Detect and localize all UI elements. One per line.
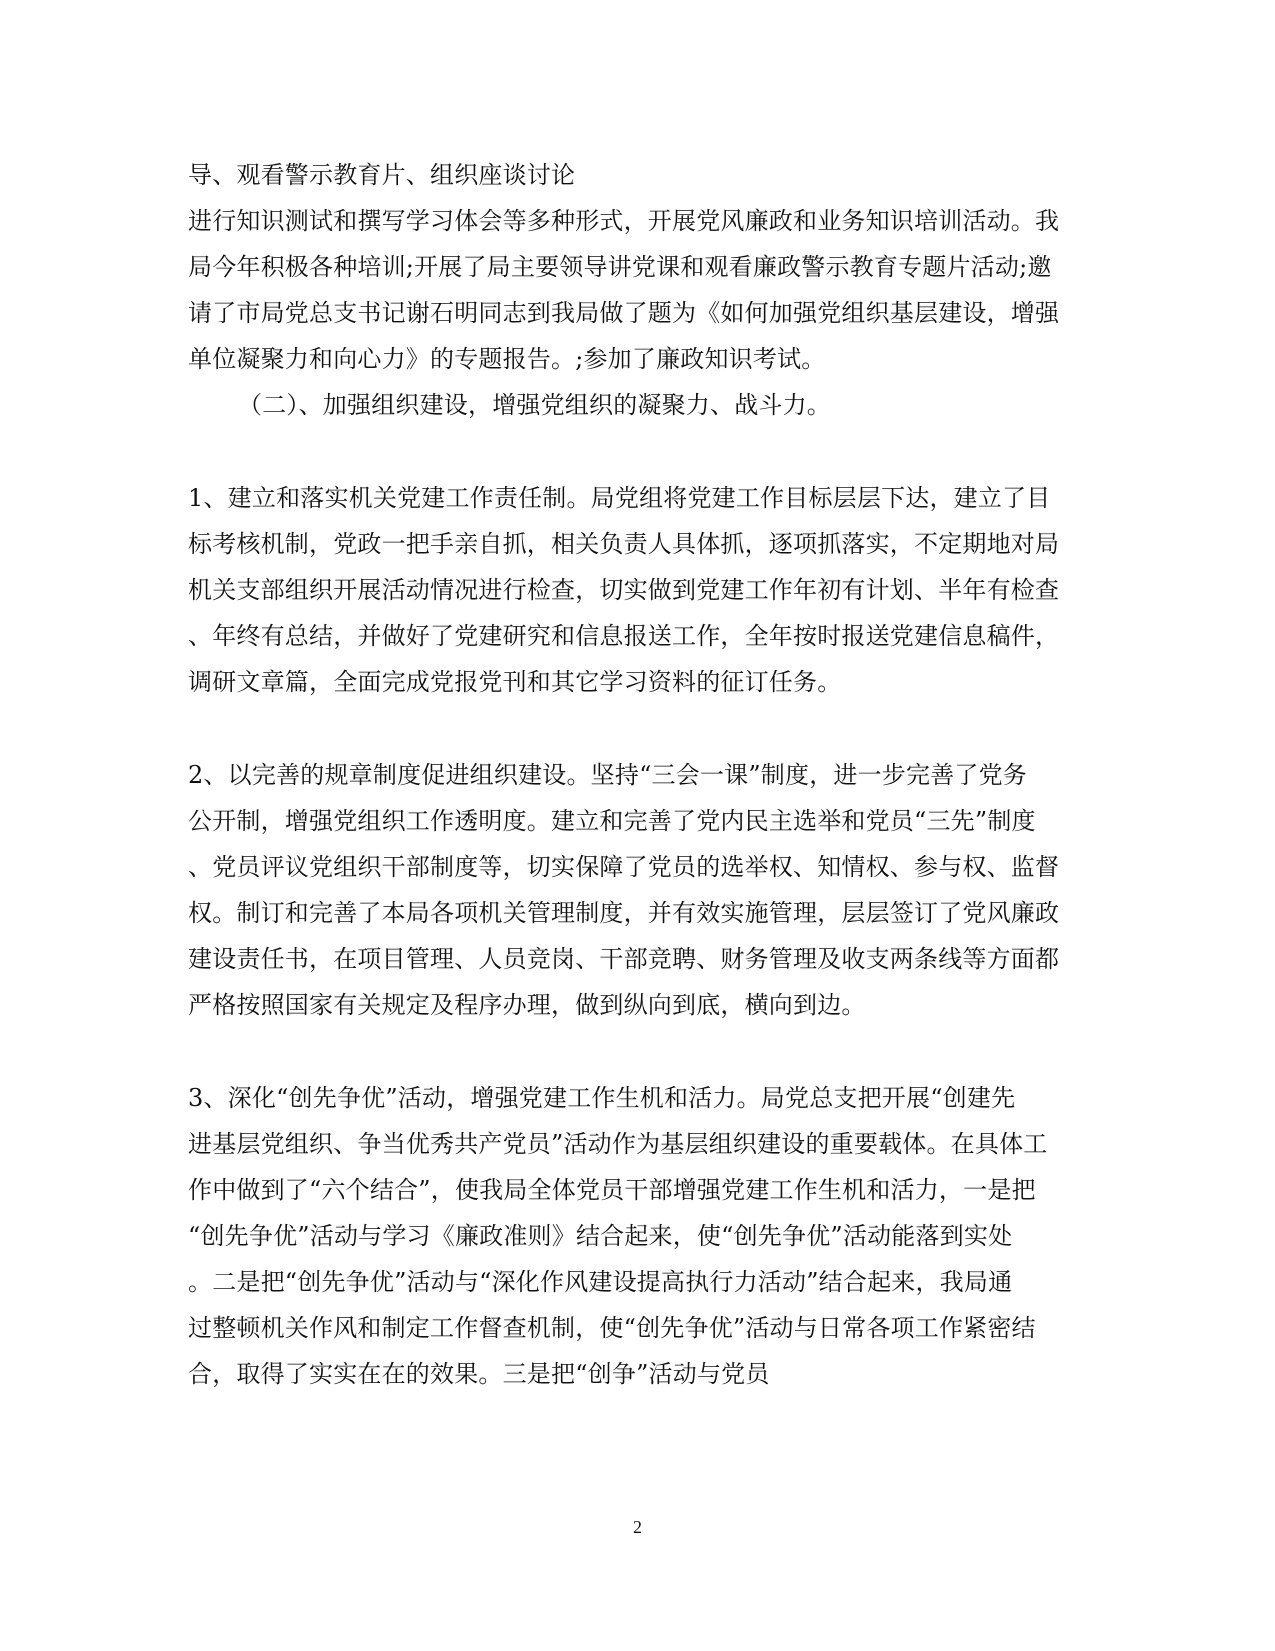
text-line: 机关支部组织开展活动情况进行检查，切实做到党建工作年初有计划、半年有检查 [188,576,1060,604]
text-line: 、党员评议党组织干部制度等，切实保障了党员的选举权、知情权、参与权、监督 [188,853,1060,881]
text-line: 1、建立和落实机关党建工作责任制。局党组将党建工作目标层层下达，建立了目 [188,484,1051,512]
text-line: 建设责任书，在项目管理、人员竞岗、干部竞聘、财务管理及收支两条线等方面都 [188,945,1060,973]
text-line: 。二是把“创先争优”活动与“深化作风建设提高执行力活动”结合起来，我局通 [188,1268,1013,1296]
text-line: 过整顿机关作风和制定工作督查机制，使“创先争优”活动与日常各项工作紧密结 [188,1314,1036,1342]
text-line: 、年终有总结，并做好了党建研究和信息报送工作，全年按时报送党建信息稿件， [188,622,1060,650]
page-number: 2 [633,1517,642,1537]
text-line: 进行知识测试和撰写学习体会等多种形式，开展党风廉政和业务知识培训活动。我 [188,207,1060,235]
text-line: 3、深化“创先争优”活动，增强党建工作生机和活力。局党总支把开展“创建先 [188,1084,1016,1112]
text-line: 权。制订和完善了本局各项机关管理制度，并有效实施管理，层层签订了党风廉政 [188,899,1060,927]
text-line: 调研文章篇，全面完成党报党刊和其它学习资料的征订任务。 [188,668,842,696]
text-line: 公开制，增强党组织工作透明度。建立和完善了党内民主选举和党员“三先”制度 [188,807,1036,835]
text-line: 进基层党组织、争当优秀共产党员”活动作为基层组织建设的重要载体。在具体工 [188,1130,1048,1158]
text-line: “创先争优”活动与学习《廉政准则》结合起来，使“创先争优”活动能落到实处 [188,1222,1013,1250]
text-line: 导、观看警示教育片、组织座谈讨论 [188,161,576,189]
text-line: 2、以完善的规章制度促进组织建设。坚持“三会一课”制度，进一步完善了党务 [188,761,1028,789]
section-heading: （二）、加强组织建设，增强党组织的凝聚力、战斗力。 [238,391,831,419]
text-line: 严格按照国家有关规定及程序办理，做到纵向到底，横向到边。 [188,991,866,1019]
text-line: 局今年积极各种培训;开展了局主要领导讲党课和观看廉政警示教育专题片活动;邀 [188,253,1052,281]
text-line: 作中做到了“六个结合”，使我局全体党员干部增强党建工作生机和活力，一是把 [188,1176,1036,1204]
text-line: 标考核机制，党政一把手亲自抓，相关负责人具体抓，逐项抓落实，不定期地对局 [188,530,1060,558]
text-line: 单位凝聚力和向心力》的专题报告。;参加了廉政知识考试。 [188,345,826,373]
text-line: 请了市局党总支书记谢石明同志到我局做了题为《如何加强党组织基层建设，增强 [188,299,1060,327]
text-line: 合，取得了实实在在的效果。三是把“创争”活动与党员 [188,1360,770,1388]
